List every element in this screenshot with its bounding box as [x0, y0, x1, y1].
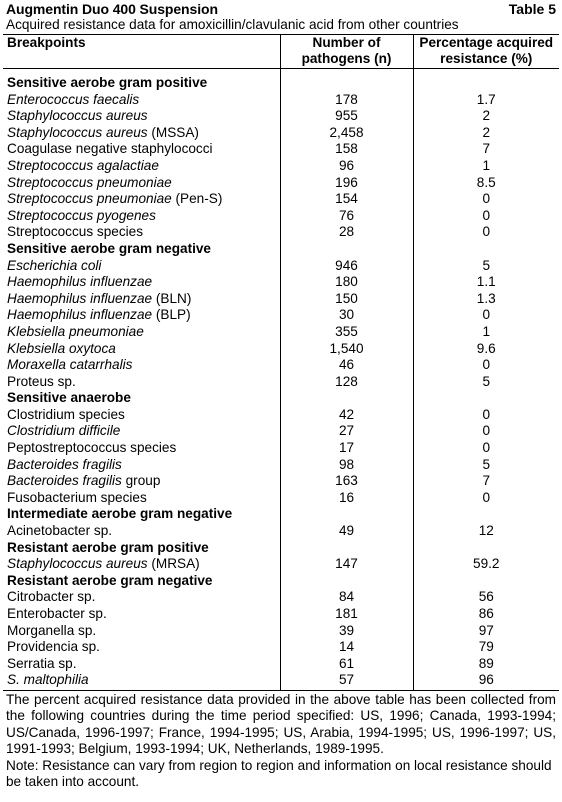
pathogen-count-cell: 2,458: [280, 125, 413, 142]
pathogen-name: Streptococcus pneumoniae: [7, 191, 172, 207]
pathogen-name: Staphylococcus aureus: [7, 124, 148, 140]
table-row: [3, 274, 559, 291]
resistance-table: [3, 34, 559, 691]
pathogen-cell: [3, 606, 280, 623]
pathogen-cell: [3, 556, 280, 573]
resistance-percentage-cell: 0: [413, 357, 559, 374]
resistance-percentage-cell: 1: [413, 158, 559, 175]
group-label: Sensitive anaerobe: [7, 390, 131, 406]
pathogen-cell: [3, 672, 280, 690]
pathogen-cell: [3, 623, 280, 640]
group-label: Sensitive aerobe gram negative: [7, 240, 211, 256]
pathogen-name: Proteus sp.: [7, 373, 76, 389]
pathogen-count-cell: 163: [280, 473, 413, 490]
pathogen-cell: [3, 224, 280, 241]
empty-cell: [280, 573, 413, 590]
table-row: [3, 291, 559, 308]
number-of-pathogens-header: Number of pathogens (n): [280, 35, 413, 69]
pathogen-count-cell: 28: [280, 224, 413, 241]
pathogen-count-cell: 57: [280, 672, 413, 690]
pathogen-name: Klebsiella pneumoniae: [7, 323, 144, 339]
header-row: [3, 35, 559, 69]
table-row: [3, 490, 559, 507]
pathogen-cell: [3, 639, 280, 656]
resistance-percentage-cell: 59.2: [413, 556, 559, 573]
pathogen-qualifier: (BLN): [152, 290, 192, 306]
pathogen-count-cell: 14: [280, 639, 413, 656]
pathogen-count-cell: 30: [280, 307, 413, 324]
pathogen-cell: [3, 208, 280, 225]
pathogen-count-cell: 84: [280, 589, 413, 606]
table-row: [3, 656, 559, 673]
pathogen-count-cell: 946: [280, 258, 413, 275]
pathogen-name: Haemophilus influenzae: [7, 290, 153, 306]
pathogen-cell: [3, 324, 280, 341]
pathogen-cell: [3, 274, 280, 291]
pathogen-cell: [3, 158, 280, 175]
table-row: [3, 473, 559, 490]
pathogen-name: Citrobacter sp.: [7, 589, 96, 605]
regional-variation-note: Note: Resistance can vary from region to region and information on local resistance should be taken into account.: [6, 757, 552, 789]
pathogen-cell: [3, 440, 280, 457]
pathogen-count-cell: 355: [280, 324, 413, 341]
pathogen-count-cell: 178: [280, 92, 413, 109]
resistance-percentage-cell: 0: [413, 490, 559, 507]
resistance-percentage-cell: 0: [413, 423, 559, 440]
table-row: [3, 457, 559, 474]
pathogen-cell: [3, 423, 280, 440]
pathogen-count-cell: 39: [280, 623, 413, 640]
resistance-percentage-cell: 0: [413, 307, 559, 324]
table-row: [3, 639, 559, 656]
table-row: [3, 191, 559, 208]
empty-cell: [413, 69, 559, 92]
resistance-percentage-cell: 96: [413, 672, 559, 690]
pathogen-cell: [3, 457, 280, 474]
resistance-percentage-cell: 9.6: [413, 341, 559, 358]
resistance-percentage-cell: 7: [413, 473, 559, 490]
group-header-row: [3, 573, 559, 590]
group-header-row: [3, 540, 559, 557]
pathogen-name: Streptococcus agalactiae: [7, 157, 159, 173]
table-row: [3, 141, 559, 158]
pathogen-cell: [3, 125, 280, 142]
pathogen-count-cell: 147: [280, 556, 413, 573]
pathogen-qualifier: group: [121, 473, 161, 489]
resistance-percentage-cell: 0: [413, 224, 559, 241]
pathogen-name: Haemophilus influenzae: [7, 307, 153, 323]
pathogen-name: Acinetobacter sp.: [7, 523, 113, 539]
pathogen-name: Fusobacterium species: [7, 489, 147, 505]
resistance-percentage-cell: 86: [413, 606, 559, 623]
table-row: [3, 324, 559, 341]
pathogen-count-cell: 49: [280, 523, 413, 540]
resistance-percentage-cell: 0: [413, 208, 559, 225]
title-row: [3, 1, 559, 17]
pathogen-name: Haemophilus influenzae: [7, 274, 153, 290]
pathogen-name: Klebsiella oxytoca: [7, 340, 116, 356]
table-caption: Acquired resistance data for amoxicillin/clavulanic acid from other countries: [6, 17, 459, 32]
pathogen-cell: [3, 473, 280, 490]
pathogen-cell: [3, 407, 280, 424]
table-row: [3, 606, 559, 623]
table-row: [3, 589, 559, 606]
resistance-percentage-cell: 1: [413, 324, 559, 341]
pathogen-count-cell: 61: [280, 656, 413, 673]
empty-cell: [280, 390, 413, 407]
resistance-percentage-cell: 79: [413, 639, 559, 656]
table-row: [3, 108, 559, 125]
pathogen-cell: [3, 341, 280, 358]
resistance-percentage-cell: 5: [413, 258, 559, 275]
pathogen-cell: [3, 141, 280, 158]
empty-cell: [280, 540, 413, 557]
pathogen-name: Staphylococcus aureus: [7, 108, 148, 124]
pathogen-cell: [3, 108, 280, 125]
table-row: [3, 407, 559, 424]
pathogen-qualifier: (MRSA): [147, 556, 200, 572]
pathogen-qualifier: (Pen-S): [171, 191, 223, 207]
resistance-percentage-cell: 0: [413, 407, 559, 424]
pathogen-count-cell: 180: [280, 274, 413, 291]
pathogen-name: S. maltophilia: [7, 672, 89, 688]
pathogen-qualifier: (BLP): [152, 307, 191, 323]
pathogen-name: Moraxella catarrhalis: [7, 357, 133, 373]
pathogen-count-cell: 46: [280, 357, 413, 374]
group-label: Resistant aerobe gram negative: [7, 572, 213, 588]
empty-cell: [413, 390, 559, 407]
table-row: [3, 175, 559, 192]
resistance-percentage-cell: 1.3: [413, 291, 559, 308]
table-row: [3, 258, 559, 275]
table-row: [3, 423, 559, 440]
pathogen-cell: [3, 307, 280, 324]
pathogen-name: Bacteroides fragilis: [7, 473, 122, 489]
pathogen-name: Peptostreptococcus species: [7, 440, 177, 456]
pathogen-cell: [3, 175, 280, 192]
pathogen-count-cell: 196: [280, 175, 413, 192]
pathogen-count-cell: 98: [280, 457, 413, 474]
resistance-percentage-cell: 56: [413, 589, 559, 606]
pathogen-count-cell: 42: [280, 407, 413, 424]
group-header-row: [3, 506, 559, 523]
group-header-row: [3, 390, 559, 407]
group-header-row: [3, 241, 559, 258]
table-number: Table 5: [508, 1, 556, 17]
pathogen-name: Providencia sp.: [7, 639, 100, 655]
pathogen-count-cell: 27: [280, 423, 413, 440]
percentage-resistance-header: Percentage acquired resistance (%): [413, 35, 559, 69]
group-label: Resistant aerobe gram positive: [7, 539, 209, 555]
group-label: Sensitive aerobe gram positive: [7, 75, 208, 90]
document-title: Augmentin Duo 400 Suspension: [6, 1, 218, 17]
pathogen-count-cell: 181: [280, 606, 413, 623]
pathogen-count-cell: 1,540: [280, 341, 413, 358]
table-row: [3, 307, 559, 324]
pathogen-qualifier: (MSSA): [147, 124, 199, 140]
table-row: [3, 374, 559, 391]
resistance-percentage-cell: 97: [413, 623, 559, 640]
pathogen-count-cell: 150: [280, 291, 413, 308]
table-row: [3, 672, 559, 690]
resistance-percentage-cell: 89: [413, 656, 559, 673]
pathogen-count-cell: 158: [280, 141, 413, 158]
pathogen-cell: [3, 291, 280, 308]
empty-cell: [413, 241, 559, 258]
pathogen-name: Clostridium species: [7, 406, 125, 422]
pathogen-count-cell: 16: [280, 490, 413, 507]
resistance-percentage-cell: 5: [413, 457, 559, 474]
pathogen-count-cell: 955: [280, 108, 413, 125]
data-source-footnote: The percent acquired resistance data provided in the above table has been collected from the following countries during the time period specified: US, 1996; Canada, 1993-1994; US/Canada, 1996-1997; France, 1994-1995; US, Arabia, 1994-1995; US, 1996-1997; US, 1991-1993; Belgium, 1993-1994; UK, Netherlands, 1989-1995.: [6, 691, 556, 757]
pathogen-cell: [3, 92, 280, 109]
pathogen-cell: [3, 357, 280, 374]
pathogen-name: Clostridium difficile: [7, 423, 121, 439]
table-row: [3, 556, 559, 573]
empty-cell: [280, 69, 413, 92]
pathogen-count-cell: 76: [280, 208, 413, 225]
pathogen-name: Morganella sp.: [7, 622, 97, 638]
table-row: [3, 623, 559, 640]
pathogen-cell: [3, 374, 280, 391]
table-row: [3, 357, 559, 374]
pathogen-cell: [3, 589, 280, 606]
pathogen-name: Enterococcus faecalis: [7, 91, 140, 107]
pathogen-count-cell: 128: [280, 374, 413, 391]
breakpoints-header: Breakpoints: [7, 35, 86, 50]
resistance-percentage-cell: 12: [413, 523, 559, 540]
resistance-percentage-cell: 1.7: [413, 92, 559, 109]
empty-cell: [413, 506, 559, 523]
resistance-percentage-cell: 7: [413, 141, 559, 158]
empty-cell: [280, 506, 413, 523]
table-row: [3, 224, 559, 241]
pathogen-cell: [3, 656, 280, 673]
empty-cell: [413, 540, 559, 557]
resistance-percentage-cell: 0: [413, 191, 559, 208]
resistance-percentage-cell: 0: [413, 440, 559, 457]
pathogen-name: Enterobacter sp.: [7, 606, 107, 621]
table-row: [3, 158, 559, 175]
table-row: [3, 208, 559, 225]
resistance-percentage-cell: 1.1: [413, 274, 559, 291]
resistance-percentage-cell: 2: [413, 125, 559, 142]
resistance-percentage-cell: 8.5: [413, 175, 559, 192]
pathogen-name: Streptococcus species: [7, 224, 144, 240]
pathogen-count-cell: 96: [280, 158, 413, 175]
resistance-percentage-cell: 5: [413, 374, 559, 391]
table-row: [3, 440, 559, 457]
table-row: [3, 92, 559, 109]
pathogen-name: Bacteroides fragilis: [7, 456, 122, 472]
table-header: [3, 35, 559, 69]
table-body: [3, 69, 559, 691]
table-row: [3, 341, 559, 358]
pathogen-name: Streptococcus pneumoniae: [7, 174, 172, 190]
group-header-row: [3, 69, 559, 92]
pathogen-name: Serratia sp.: [7, 655, 77, 671]
pathogen-count-cell: 17: [280, 440, 413, 457]
pathogen-cell: [3, 258, 280, 275]
pathogen-name: Streptococcus pyogenes: [7, 207, 156, 223]
pathogen-cell: [3, 490, 280, 507]
pathogen-name: Coagulase negative staphylococci: [7, 141, 213, 157]
table-row: [3, 523, 559, 540]
table-row: [3, 125, 559, 142]
pathogen-name: Staphylococcus aureus: [7, 556, 148, 572]
empty-cell: [280, 241, 413, 258]
pathogen-name: Escherichia coli: [7, 257, 102, 273]
pathogen-cell: [3, 523, 280, 540]
pathogen-count-cell: 154: [280, 191, 413, 208]
empty-cell: [413, 573, 559, 590]
group-label: Intermediate aerobe gram negative: [7, 506, 233, 522]
resistance-percentage-cell: 2: [413, 108, 559, 125]
pathogen-cell: [3, 191, 280, 208]
